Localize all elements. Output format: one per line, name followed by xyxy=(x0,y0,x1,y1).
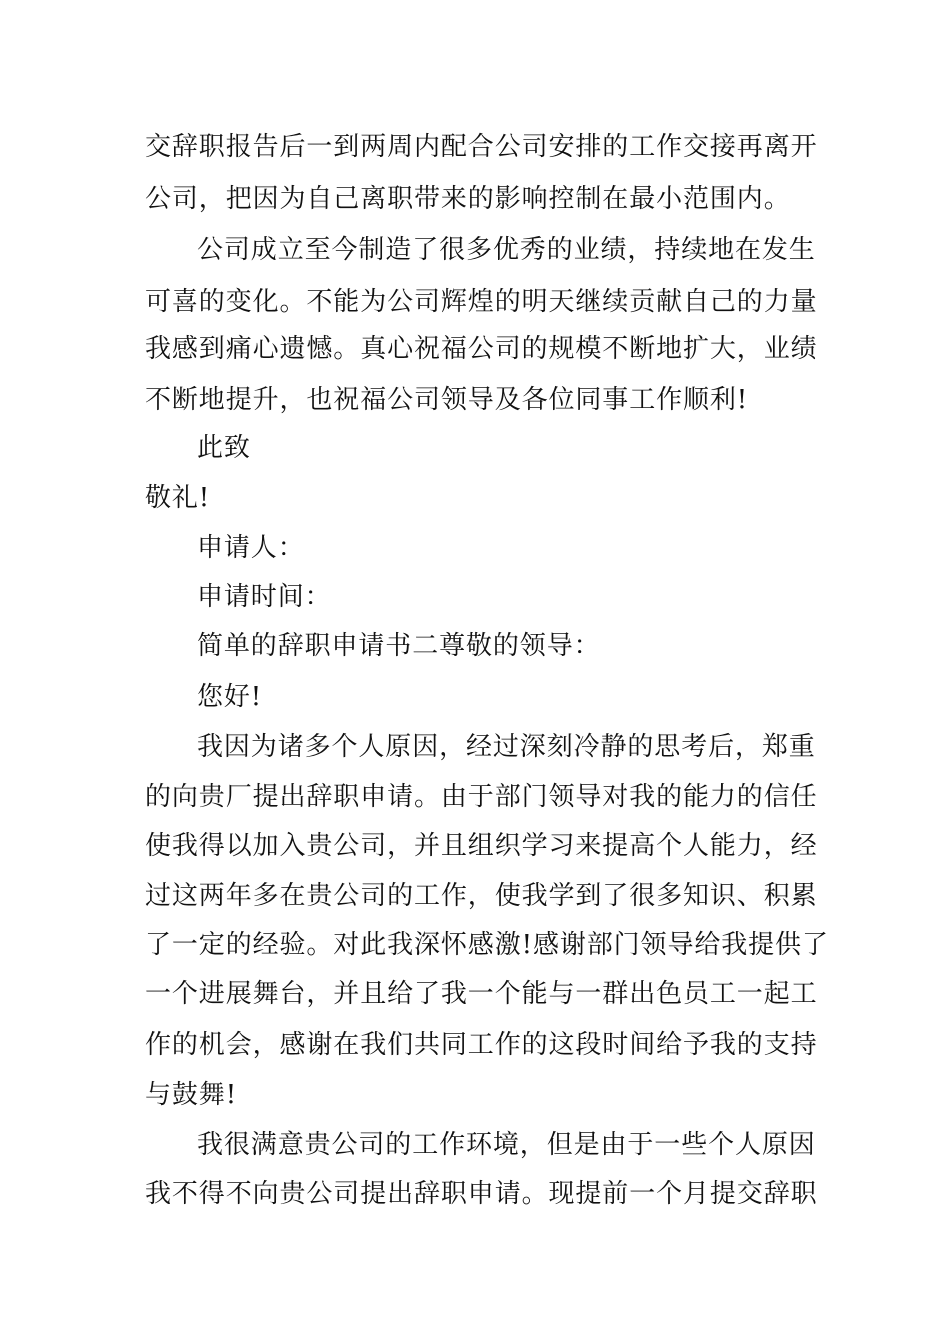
text-line: 过这两年多在贵公司的工作，使我学到了很多知识、积累 xyxy=(145,881,818,911)
text-line: 了一定的经验。对此我深怀感激!感谢部门领导给我提供了 xyxy=(145,930,829,960)
paragraph-start-line: 我很满意贵公司的工作环境，但是由于一些个人原因 xyxy=(197,1130,816,1160)
paragraph-start-line: 公司成立至今制造了很多优秀的业绩，持续地在发生 xyxy=(197,235,816,265)
application-date-label: 申请时间： xyxy=(197,582,332,612)
greeting: 您好! xyxy=(197,682,263,712)
applicant-label: 申请人： xyxy=(197,533,305,563)
text-line: 交辞职报告后一到两周内配合公司安排的工作交接再离开 xyxy=(145,132,818,162)
text-line: 的向贵厂提出辞职申请。由于部门领导对我的能力的信任 xyxy=(145,782,818,812)
letter-heading: 简单的辞职申请书二尊敬的领导： xyxy=(197,631,601,661)
text-line: 我感到痛心遗憾。真心祝福公司的规模不断地扩大，业绩 xyxy=(145,334,818,364)
text-line: 与鼓舞! xyxy=(145,1080,238,1110)
paragraph-start-line: 我因为诸多个人原因，经过深刻冷静的思考后，郑重 xyxy=(197,732,816,762)
text-line: 使我得以加入贵公司，并且组织学习来提高个人能力，经 xyxy=(145,831,818,861)
closing-salutation: 此致 xyxy=(197,433,251,463)
text-line: 一个进展舞台，并且给了我一个能与一群出色员工一起工 xyxy=(145,979,818,1009)
text-line: 我不得不向贵公司提出辞职申请。现提前一个月提交辞职 xyxy=(145,1179,818,1209)
text-line: 不断地提升，也祝福公司领导及各位同事工作顺利! xyxy=(145,385,749,415)
text-line: 公司，把因为自己离职带来的影响控制在最小范围内。 xyxy=(145,184,791,214)
text-line: 作的机会，感谢在我们共同工作的这段时间给予我的支持 xyxy=(145,1030,818,1060)
closing-respect: 敬礼! xyxy=(145,483,211,513)
text-line: 可喜的变化。不能为公司辉煌的明天继续贡献自己的力量 xyxy=(145,287,818,317)
